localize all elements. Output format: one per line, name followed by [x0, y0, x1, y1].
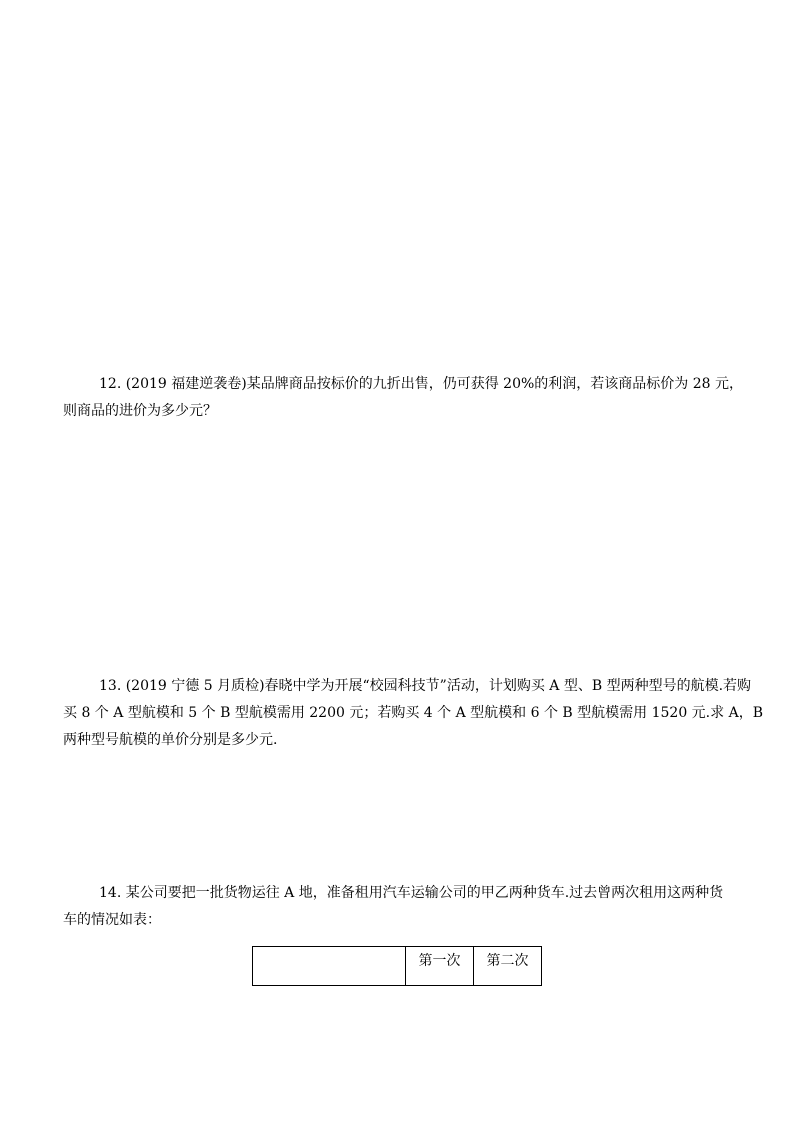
- problem-12-line-2: 则商品的进价为多少元？: [63, 403, 217, 419]
- table-header-empty-cell: [253, 947, 406, 986]
- problem-13-line-2: 买 8 个 A 型航模和 5 个 B 型航模需用 2200 元；若购买 4 个 A 型航模和 6 个 B 型航模需用 1520 元.求 A，B: [63, 705, 763, 721]
- problem-13: [63, 673, 763, 754]
- problem-13-line-3: 两种型号航模的单价分别是多少元.: [63, 732, 278, 748]
- problem-14-line-1: 14. 某公司要把一批货物运往 A 地，准备租用汽车运输公司的甲乙两种货车.过去曾两次租用这两种货: [99, 885, 724, 901]
- problem-12-line-1: 12. (2019 福建逆袭卷)某品牌商品按标价的九折出售，仍可获得 20%的利润，若该商品标价为 28 元，: [99, 376, 743, 392]
- problem-14-line-2: 车的情况如表：: [63, 912, 161, 928]
- table-header-second-time: 第二次: [474, 947, 542, 986]
- rental-table: [252, 946, 542, 986]
- problem-12: [63, 371, 743, 425]
- truck-rental-table: [252, 946, 542, 986]
- table-header-first-time: 第一次: [406, 947, 474, 986]
- problem-13-line-1: 13. (2019 宁德 5 月质检)春晓中学为开展“校园科技节”活动，计划购买 A 型、B 型两种型号的航模.若购: [99, 678, 752, 694]
- table-header-row: [253, 947, 542, 986]
- problem-14: [63, 880, 731, 934]
